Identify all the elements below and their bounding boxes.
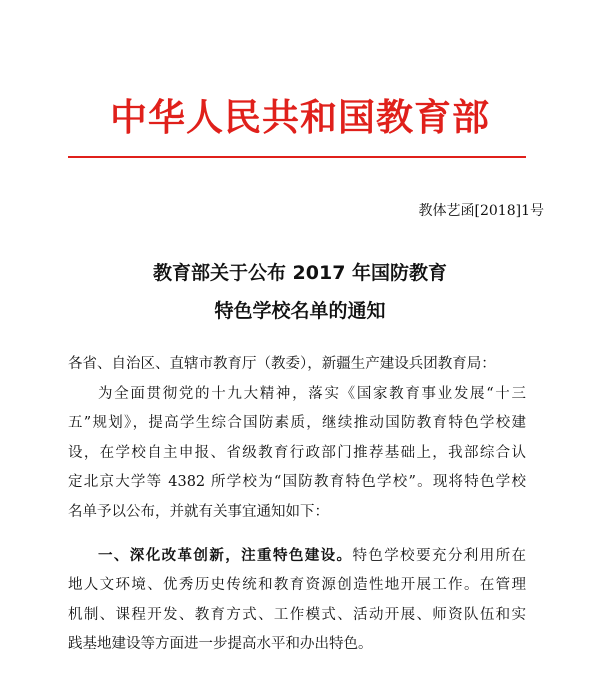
masthead-red-rule	[68, 156, 526, 158]
body-paragraph-1	[68, 380, 526, 527]
paragraph-line: 五”规划》，提高学生综合国防素质，继续推动国防教育特色学校建	[68, 415, 526, 432]
paragraph-line: 为全面贯彻党的十九大精神，落实《国家教育事业发展“十三	[98, 386, 526, 402]
paragraph-line: 名单予以公布，并就有关事宜通知如下：	[68, 503, 329, 520]
document-title	[0, 254, 600, 330]
paragraph-line: 地人文环境、优秀历史传统和教育资源创造性地开展工作。在管理	[68, 577, 526, 594]
body-paragraph-2	[68, 542, 526, 660]
paragraph-line: 践基地建设等方面进一步提高水平和办出特色。	[68, 636, 373, 653]
paragraph-line: 设，在学校自主申报、省级教育行政部门推荐基础上，我部综合认	[68, 444, 526, 461]
paragraph-line	[68, 542, 526, 571]
paragraph-line: 定北京大学等 4382 所学校为“国防教育特色学校”。现将特色学校	[68, 474, 526, 491]
paragraph-line: 机制、课程开发、教育方式、工作模式、活动开展、师资队伍和实	[68, 606, 526, 623]
document-number: 教体艺函[2018]1号	[418, 203, 544, 219]
section-heading-bold: 一、深化改革创新，注重特色建设。	[98, 548, 353, 564]
title-line-2: 特色学校名单的通知	[214, 300, 386, 322]
addressee-line: 各省、自治区、直辖市教育厅（教委），新疆生产建设兵团教育局：	[68, 356, 496, 372]
ministry-masthead: 中华人民共和国教育部	[110, 96, 490, 139]
paragraph-line-rest: 特色学校要充分利用所在	[352, 548, 527, 564]
title-line-1: 教育部关于公布 2017 年国防教育	[152, 262, 448, 284]
